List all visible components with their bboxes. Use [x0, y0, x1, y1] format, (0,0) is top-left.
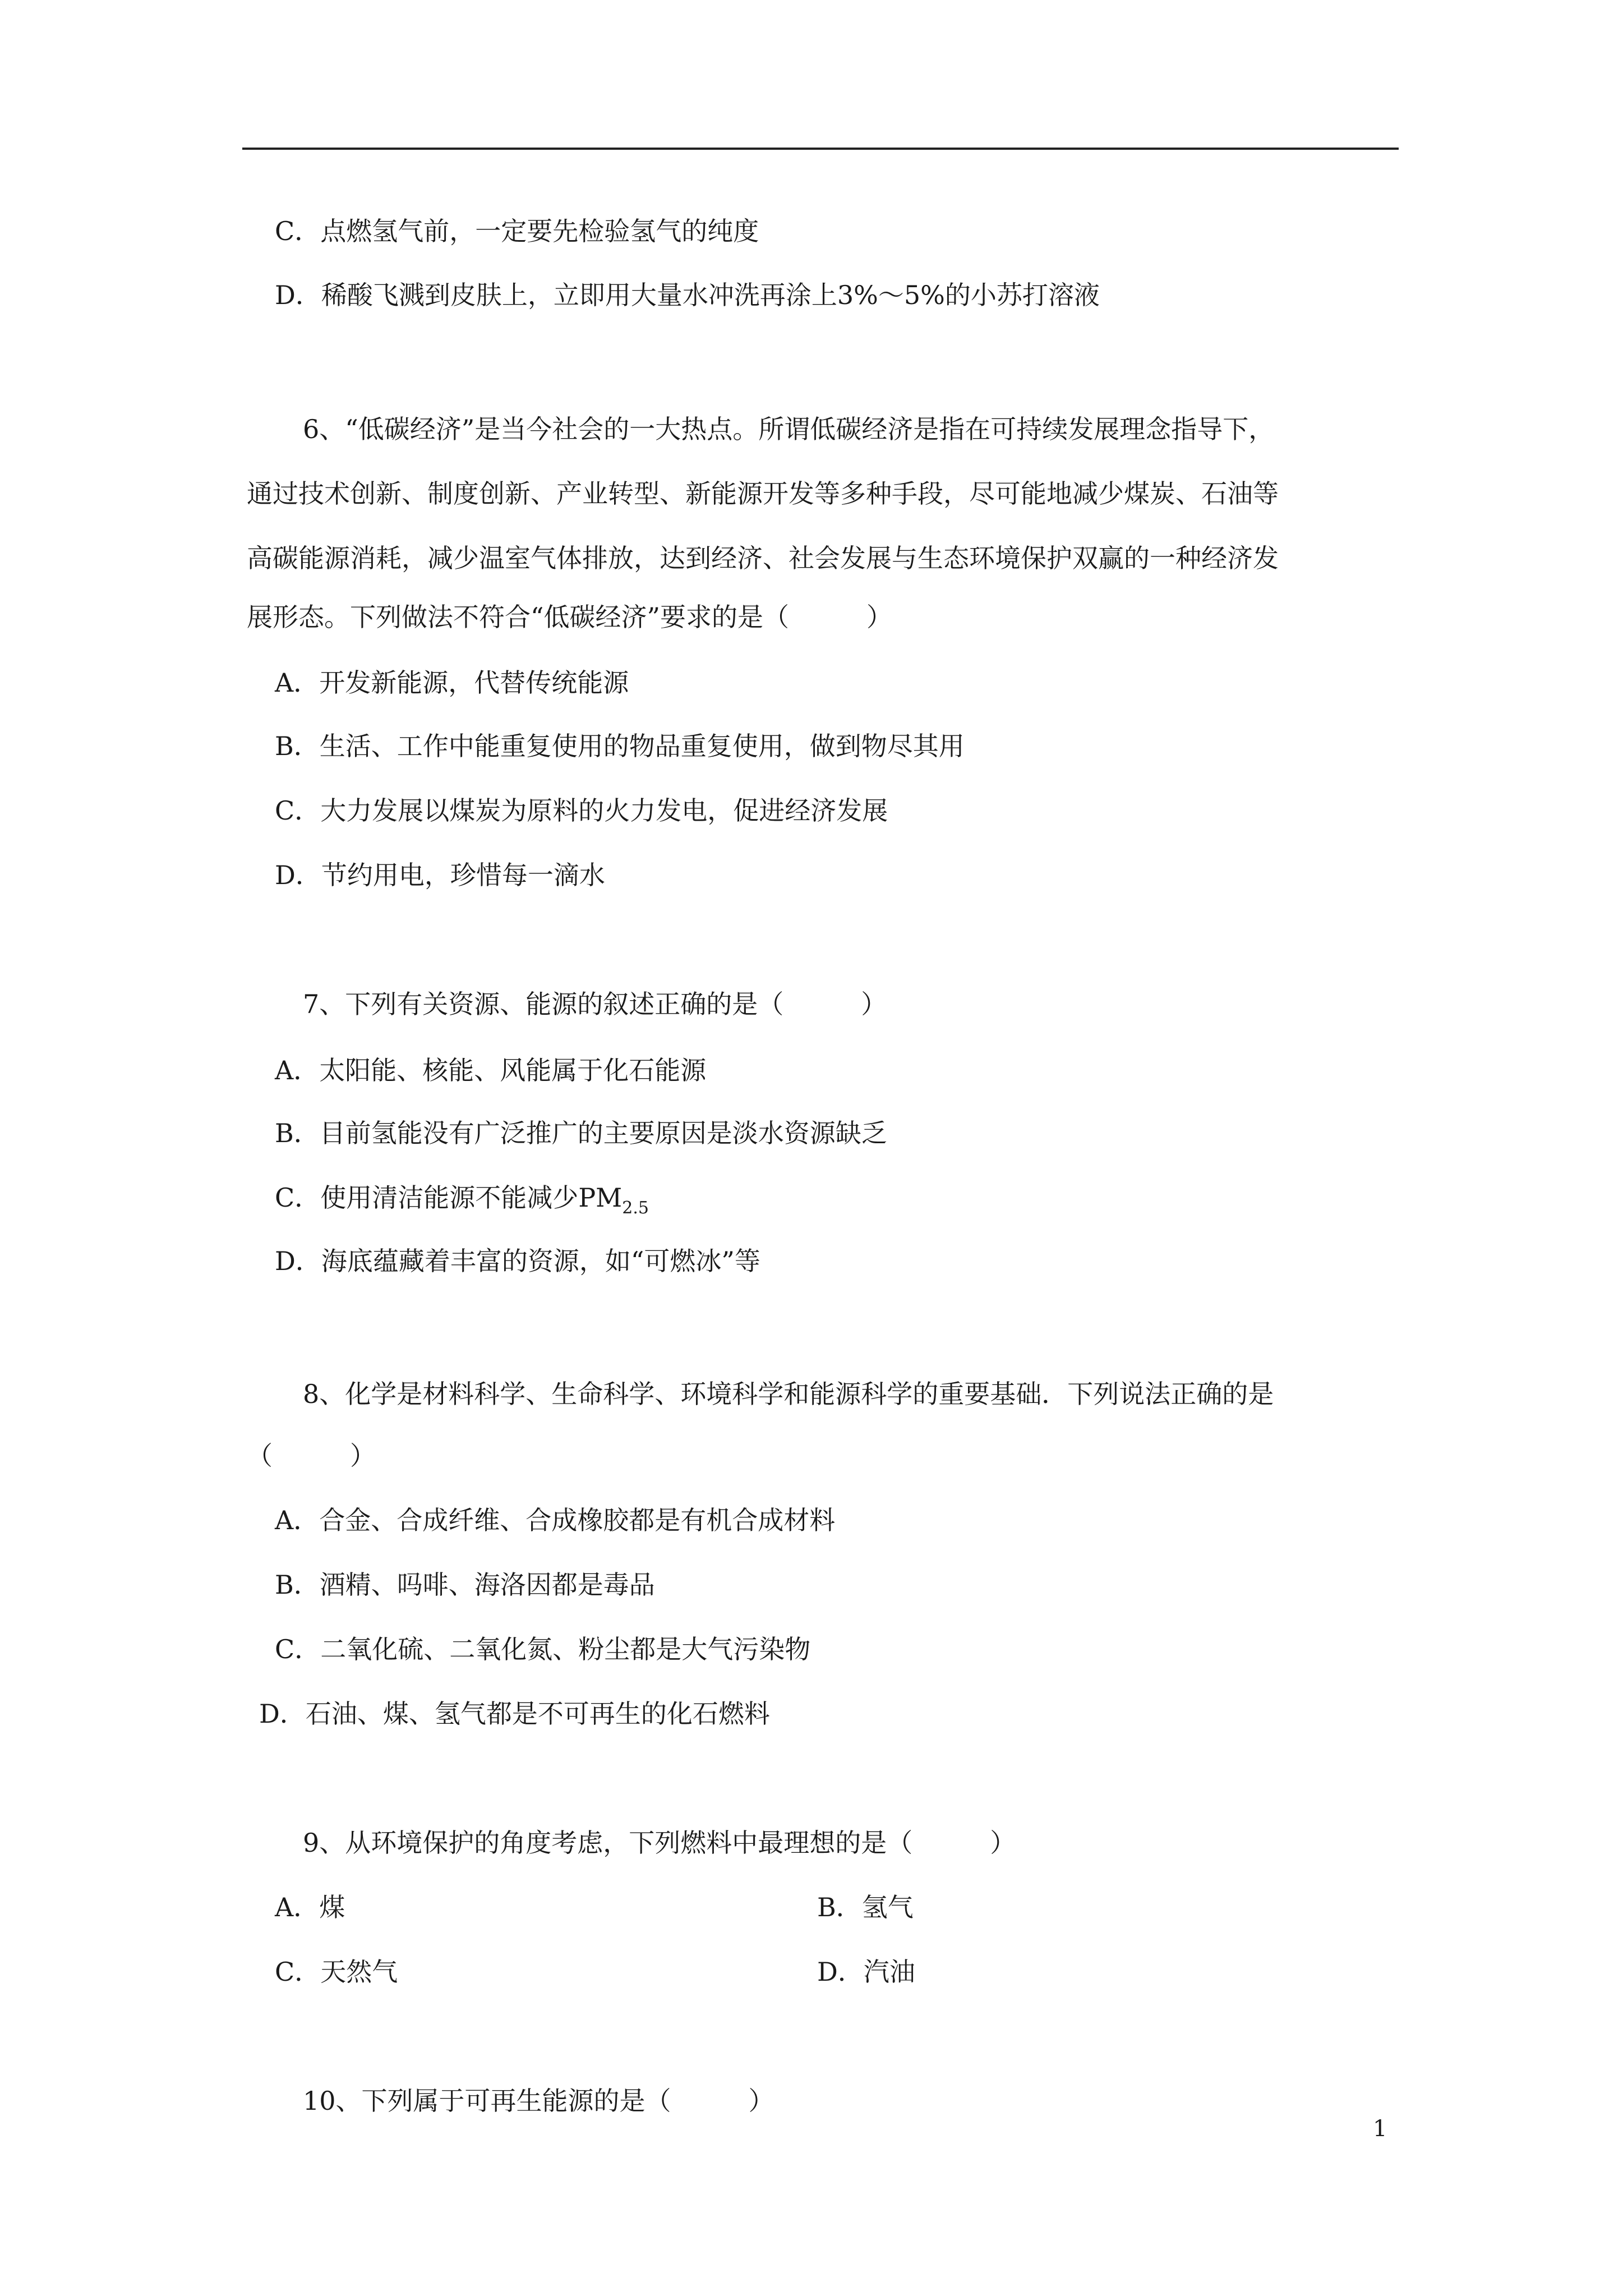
q8-option-c: C．二氧化硫、二氧化氮、粉尘都是大气污染物	[275, 1634, 811, 1664]
q7-option-a: A．太阳能、核能、风能属于化石能源	[275, 1055, 707, 1085]
pm-subscript: 2.5	[622, 1198, 649, 1218]
q9-option-a: A．煤	[275, 1892, 345, 1922]
page-number: 1	[1373, 2116, 1387, 2142]
q6-option-c: C．大力发展以煤炭为原料的火力发电，促进经济发展	[275, 795, 888, 826]
q9-stem: 9、从环境保护的角度考虑，下列燃料中最理想的是（ ）	[303, 1828, 1016, 1858]
q7-option-b: B．目前氢能没有广泛推广的主要原因是淡水资源缺乏	[275, 1118, 887, 1148]
q6-option-a: A．开发新能源，代替传统能源	[275, 668, 629, 698]
q10-stem: 10、下列属于可再生能源的是（ ）	[303, 2086, 774, 2116]
q8-stem-line-1: 8、化学是材料科学、生命科学、环境科学和能源科学的重要基础．下列说法正确的是	[303, 1379, 1274, 1409]
q7-option-c-text: C．使用清洁能源不能减少PM	[275, 1182, 623, 1213]
q8-option-a: A．合金、合成纤维、合成橡胶都是有机合成材料	[275, 1505, 836, 1535]
q7-option-c	[275, 1181, 649, 1225]
q6-option-d: D．节约用电，珍惜每一滴水	[275, 860, 605, 890]
q8-option-b: B．酒精、吗啡、海洛因都是毒品	[275, 1570, 655, 1600]
q6-stem-line-2: 通过技术创新、制度创新、产业转型、新能源开发等多种手段，尽可能地减少煤炭、石油等	[247, 478, 1279, 509]
q9-option-c: C．天然气	[275, 1957, 398, 1987]
q7-option-d: D．海底蕴藏着丰富的资源，如“可燃冰”等	[275, 1246, 760, 1276]
q5-option-c: C．点燃氢气前，一定要先检验氢气的纯度	[275, 216, 759, 246]
q8-option-d: D．石油、煤、氢气都是不可再生的化石燃料	[259, 1699, 770, 1729]
q9-option-d: D．汽油	[817, 1957, 915, 1987]
q6-option-b: B．生活、工作中能重复使用的物品重复使用，做到物尽其用	[275, 731, 965, 761]
header-rule	[242, 148, 1399, 150]
q5-option-d: D．稀酸飞溅到皮肤上，立即用大量水冲洗再涂上3%～5%的小苏打溶液	[275, 280, 1100, 310]
q9-option-b: B．氢气	[817, 1892, 914, 1922]
q7-stem: 7、下列有关资源、能源的叙述正确的是（ ）	[303, 989, 887, 1019]
q6-stem-line-4: 展形态。下列做法不符合“低碳经济”要求的是（ ）	[247, 602, 893, 632]
q6-stem-line-1: 6、“低碳经济”是当今社会的一大热点。所谓低碳经济是指在可持续发展理念指导下，	[303, 414, 1275, 444]
q8-stem-line-2: （ ）	[247, 1441, 376, 1471]
q6-stem-line-3: 高碳能源消耗，减少温室气体排放，达到经济、社会发展与生态环境保护双赢的一种经济发	[247, 543, 1279, 573]
